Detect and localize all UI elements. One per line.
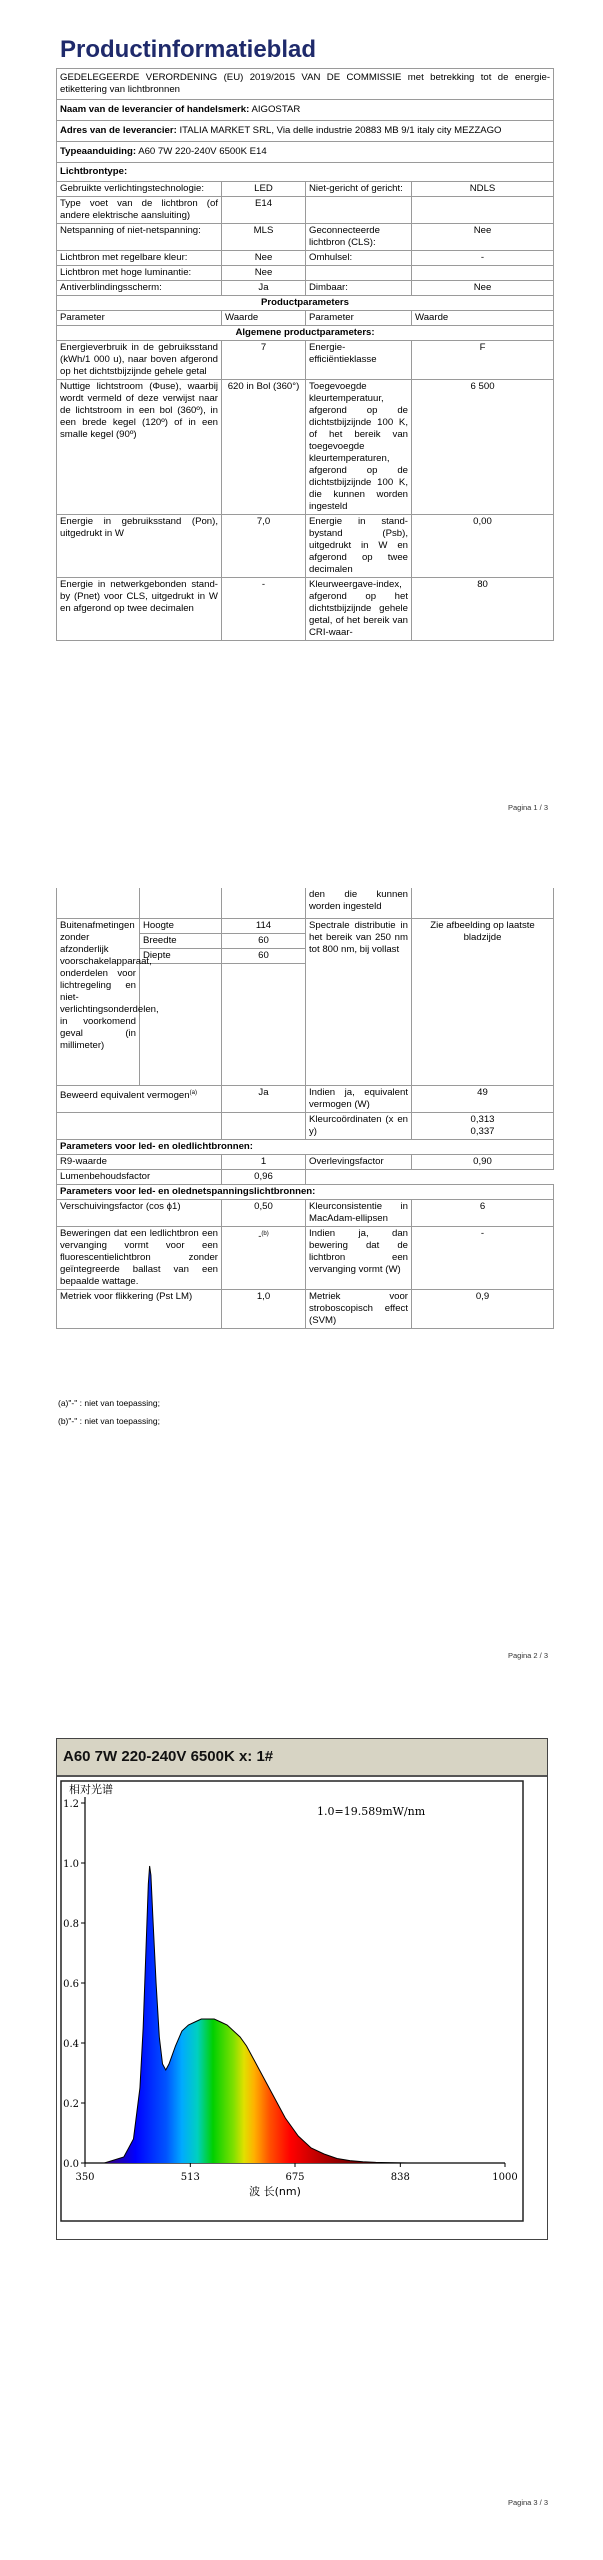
footnote-a: (a)"-" : niet van toepassing; [58,1398,160,1408]
empty-cell [306,1169,412,1184]
general-value: F [412,341,554,380]
model-label: Typeaanduiding: [60,146,137,157]
mains-params-heading: Parameters voor led- en olednetspanningslichtbronnen: [57,1184,554,1199]
param-header: Parameter [57,311,222,326]
y-tick-label: 0.6 [63,1979,79,1990]
led-params-heading: Parameters voor led- en oledlichtbronnen: [57,1139,554,1154]
replace-value: - [412,1226,554,1289]
continuation-cell [57,888,140,918]
chromaticity-label: Kleurcoördinaten (x en y) [306,1112,412,1139]
general-row [57,515,554,578]
lightsource-row [57,251,554,266]
x-tick-label: 838 [390,2172,410,2183]
lightsource-param: Type voet van de lichtbron (of andere elektrische aansluiting) [57,197,222,224]
y-tick-label: 0.2 [63,2099,79,2110]
continuation-cell [140,888,222,918]
dim-width-value: 60 [222,933,306,948]
general-param: Kleurweergave-index, afgerond op het dichtstbijzijnde gehele getal, of het bereik van CRI-waar- [306,578,412,641]
lightsource-value: Nee [412,224,554,251]
dim-depth-value: 60 [222,948,306,963]
lightsource-value: LED [222,182,306,197]
general-param: Toegevoegde kleurtemperatuur, afgerond op de dichtstbijzijnde 100 K, of het bereik van toegevoegde kleurtemperaturen, afgerond op de dichtstbijzijnde 100 K, die kunnen worden ingesteld [306,380,412,515]
dimensions-label: Buitenafmetingen zonder afzonderlijk voorschakelapparaat, onderdelen voor lichtregeling en niet-verlichtingsonderdelen, in voorkomend geval (in millimeter) [57,918,140,1085]
lightsource-row [57,197,554,224]
continuation-cell [412,888,554,918]
claim-label: Beweringen dat een ledlichtbron een vervanging vormt voor een fluorescentielichtbron zonder geïntegreerde ballast van een bepaalde wattage. [57,1226,222,1289]
page-number: Pagina 2 / 3 [507,1651,548,1660]
consistency-value: 6 [412,1199,554,1226]
lightsource-row [57,266,554,281]
model-row [57,142,554,163]
equiv-power-label: Indien ja, equivalent vermogen (W) [306,1085,412,1112]
lightsource-value: Nee [222,251,306,266]
lightsource-param: Antiverblindingsscherm: [57,281,222,296]
y-tick-label: 1.2 [63,1799,79,1810]
supplier-label: Naam van de leverancier of handelsmerk: [60,104,250,115]
general-param: Energie-efficiëntieklasse [306,341,412,380]
info-table-page1 [56,68,554,641]
dim-width-label: Breedte [140,933,222,948]
productparameters-heading: Productparameters [57,296,554,311]
empty-cell [140,963,222,1085]
general-row [57,341,554,380]
supplier-row [57,100,554,121]
chromaticity-values [412,1112,554,1139]
lightsource-param: Niet-gericht of gericht: [306,182,412,197]
x-tick-label: 350 [75,2172,95,2183]
general-value: 6 500 [412,380,554,515]
chart-title: A60 7W 220-240V 6500K x: 1# [63,1748,274,1765]
lightsource-param: Lichtbron met regelbare kleur: [57,251,222,266]
empty-cell [222,1112,306,1139]
spectral-value: Zie afbeelding op laatste bladzijde [412,918,554,1085]
continuation-text: den die kunnen worden ingesteld [306,888,412,918]
lightsource-param [306,266,412,281]
r9-value: 1 [222,1154,306,1169]
equiv-power-claim-value: Ja [222,1085,306,1112]
general-value: 7 [222,341,306,380]
lightsource-param: Dimbaar: [306,281,412,296]
continuation-cell [222,888,306,918]
strobo-label: Metriek voor stroboscopisch effect (SVM) [306,1289,412,1328]
spectral-label: Spectrale distributie in het bereik van 250 nm tot 800 nm, bij vollast [306,918,412,1085]
value-header: Waarde [412,311,554,326]
flicker-label: Metriek voor flikkering (Pst LM) [57,1289,222,1328]
empty-cell [222,963,306,1085]
lumen-label: Lumenbehoudsfactor [57,1169,222,1184]
value-header: Waarde [222,311,306,326]
y-tick-label: 0.4 [63,2039,79,2050]
equiv-power-claim-label [57,1085,222,1112]
lumen-value: 0,96 [222,1169,306,1184]
survival-value: 0,90 [412,1154,554,1169]
x-axis-label: 波 长(nm) [249,2185,301,2198]
page-title: Productinformatieblad [60,36,317,63]
footnote-b: (b)"-" : niet van toepassing; [58,1416,160,1426]
general-param: Energieverbruik in de gebruiksstand (kWh/1 000 u), naar boven afgerond op het dichtstbijzijnde gehele getal [57,341,222,380]
lightsource-param: Netspanning of niet-netspanning: [57,224,222,251]
corner-label: 相对光谱 [69,1783,113,1796]
x-tick-label: 513 [180,2172,200,2183]
address-label: Adres van de leverancier: [60,125,177,136]
general-value: 80 [412,578,554,641]
equiv-label-text: Beweerd equivalent vermogen [60,1089,190,1101]
lightsource-param: Omhulsel: [306,251,412,266]
general-param: Energie in netwerkgebonden stand-by (Pnet) voor CLS, uitgedrukt in W en afgerond op twee decimalen [57,578,222,641]
lightsource-param: Geconnecteerde lichtbron (CLS): [306,224,412,251]
replace-label: Indien ja, dan bewering dat de lichtbron een vervanging vormt (W) [306,1226,412,1289]
empty-cell [412,1169,554,1184]
lightsource-value: Ja [222,281,306,296]
lightsource-row [57,281,554,296]
dim-height-label: Hoogte [140,918,222,933]
general-param: Energie in stand-bystand (Psb), uitgedrukt in W en afgerond op twee decimalen [306,515,412,578]
spectrum-chart [57,1777,547,2239]
address-value: ITALIA MARKET SRL, Via delle industrie 20883 MB 9/1 italy city MEZZAGO [179,125,502,136]
general-value: 0,00 [412,515,554,578]
equiv-power-value: 49 [412,1085,554,1112]
lightsource-value [412,266,554,281]
address-row [57,121,554,142]
lightsource-value: - [412,251,554,266]
general-param: Energie in gebruiksstand (Pon), uitgedrukt in W [57,515,222,578]
y-tick-label: 0.0 [63,2159,79,2170]
chart-annotation: 1.0=19.589mW/nm [317,1805,426,1818]
info-table-page2 [56,888,554,1329]
general-value: - [222,578,306,641]
chart-header [57,1739,547,1777]
x-tick-label: 1000 [492,2172,518,2183]
general-value: 7,0 [222,515,306,578]
lightsource-value: E14 [222,197,306,224]
claim-value [222,1226,306,1289]
empty-cell [57,1112,222,1139]
survival-label: Overlevingsfactor [306,1154,412,1169]
lightsource-param [306,197,412,224]
shift-label: Verschuivingsfactor (cos ϕ1) [57,1199,222,1226]
lightsource-type-heading: Lichtbrontype: [57,163,554,182]
general-row [57,578,554,641]
lightsource-value: NDLS [412,182,554,197]
model-value: A60 7W 220-240V 6500K E14 [138,146,267,157]
general-param: Nuttige lichtstroom (Φuse), waarbij wordt vermeld of deze verwijst naar de lichtstroom in een bol (360º), in een brede kegel (120º) of in een smalle kegel (90º) [57,380,222,515]
consistency-label: Kleurconsistentie in MacAdam-ellipsen [306,1199,412,1226]
lightsource-row [57,182,554,197]
dim-depth-label: Diepte [140,948,222,963]
supplier-value: AIGOSTAR [251,104,301,115]
page-number: Pagina 3 / 3 [507,2498,548,2507]
footnote-ref-b: (b) [261,1230,269,1237]
r9-label: R9-waarde [57,1154,222,1169]
general-row [57,380,554,515]
shift-value: 0,50 [222,1199,306,1226]
footnote-ref-a: (a) [189,1089,197,1096]
chromaticity-y: 0,337 [470,1125,495,1137]
strobo-value: 0,9 [412,1289,554,1328]
lightsource-value: Nee [412,281,554,296]
chromaticity-x: 0,313 [470,1113,495,1125]
general-params-heading: Algemene productparameters: [57,326,554,341]
regulation-text: GEDELEGEERDE VERORDENING (EU) 2019/2015 VAN DE COMMISSIE met betrekking tot de energie-etikettering van lichtbronnen [57,69,554,100]
y-tick-label: 1.0 [63,1859,79,1870]
lightsource-param: Lichtbron met hoge luminantie: [57,266,222,281]
lightsource-value: MLS [222,224,306,251]
general-value: 620 in Bol (360°) [222,380,306,515]
y-tick-label: 0.8 [63,1919,79,1930]
lightsource-param: Gebruikte verlichtingstechnologie: [57,182,222,197]
spectrum-chart-panel [56,1738,548,2240]
x-tick-label: 675 [285,2172,305,2183]
lightsource-value: Nee [222,266,306,281]
lightsource-row [57,224,554,251]
flicker-value: 1,0 [222,1289,306,1328]
claim-value-text: - [258,1230,262,1242]
dim-height-value: 114 [222,918,306,933]
lightsource-value [412,197,554,224]
param-header: Parameter [306,311,412,326]
page-number: Pagina 1 / 3 [507,803,548,812]
